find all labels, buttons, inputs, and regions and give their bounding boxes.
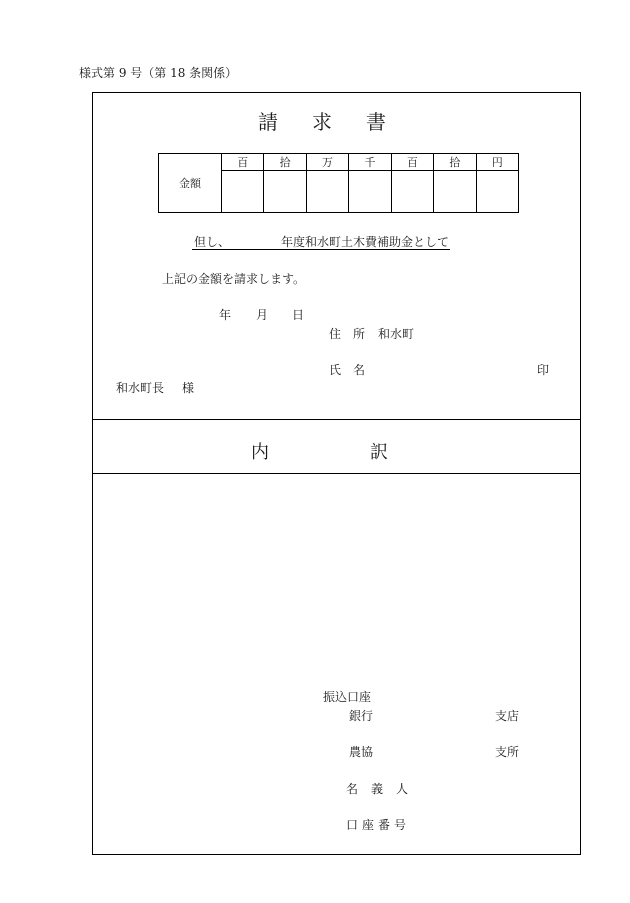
holder-char-2: 義 (371, 782, 384, 796)
title-char-2: 求 (312, 110, 332, 134)
amount-digit-cell[interactable] (349, 171, 391, 213)
name-label-1: 氏 (329, 363, 342, 377)
proviso-underline (192, 249, 450, 250)
amount-digit-cell[interactable] (306, 171, 348, 213)
unit-juu-1: 拾 (264, 154, 306, 171)
amount-table (158, 153, 519, 213)
request-text: 上記の金額を請求します。 (162, 272, 306, 286)
address-label-2: 所 (353, 327, 366, 341)
unit-sen: 千 (349, 154, 391, 171)
amount-digit-cell[interactable] (264, 171, 306, 213)
account-number-char-3: 番 (378, 818, 391, 832)
divider-top (93, 419, 580, 420)
branch-label: 支店 (495, 709, 520, 723)
proviso-prefix: 但し、 (194, 235, 231, 249)
divider-bottom (93, 473, 580, 474)
title-char-1: 請 (258, 110, 278, 134)
holder-char-1: 名 (346, 782, 359, 796)
agri-coop-label: 農協 (349, 745, 374, 759)
amount-digit-cell[interactable] (222, 171, 264, 213)
date-day-label: 日 (292, 308, 305, 322)
amount-label: 金額 (159, 154, 222, 213)
date-year-label: 年 (219, 308, 232, 322)
bank-label: 銀行 (349, 709, 374, 723)
name-label-2: 名 (353, 363, 366, 377)
transfer-account-label: 振込口座 (323, 690, 372, 704)
breakdown-char-2: 訳 (370, 442, 388, 463)
title-char-3: 書 (366, 110, 386, 134)
amount-digit-cell[interactable] (476, 171, 518, 213)
breakdown-char-1: 内 (251, 442, 269, 463)
address-value: 和水町 (378, 327, 415, 341)
account-number-char-1: 口 (346, 818, 359, 832)
amount-digit-cell[interactable] (391, 171, 433, 213)
seal-mark: 印 (537, 363, 550, 377)
unit-juu-2: 拾 (434, 154, 476, 171)
holder-char-3: 人 (396, 782, 409, 796)
amount-digit-cell[interactable] (434, 171, 476, 213)
unit-man: 万 (306, 154, 348, 171)
addressee-name: 和水町長 (116, 381, 165, 395)
form-reference: 様式第 9 号（第 18 条関係） (79, 66, 238, 80)
address-label-1: 住 (329, 327, 342, 341)
date-month-label: 月 (256, 308, 269, 322)
unit-yen: 円 (476, 154, 518, 171)
account-number-char-4: 号 (394, 818, 407, 832)
addressee-honorific: 様 (182, 381, 195, 395)
account-number-char-2: 座 (362, 818, 375, 832)
agri-branch-label: 支所 (495, 745, 520, 759)
unit-hyaku-2: 百 (391, 154, 433, 171)
unit-hyaku-1: 百 (222, 154, 264, 171)
proviso-suffix: 年度和水町土木費補助金として (281, 235, 450, 249)
